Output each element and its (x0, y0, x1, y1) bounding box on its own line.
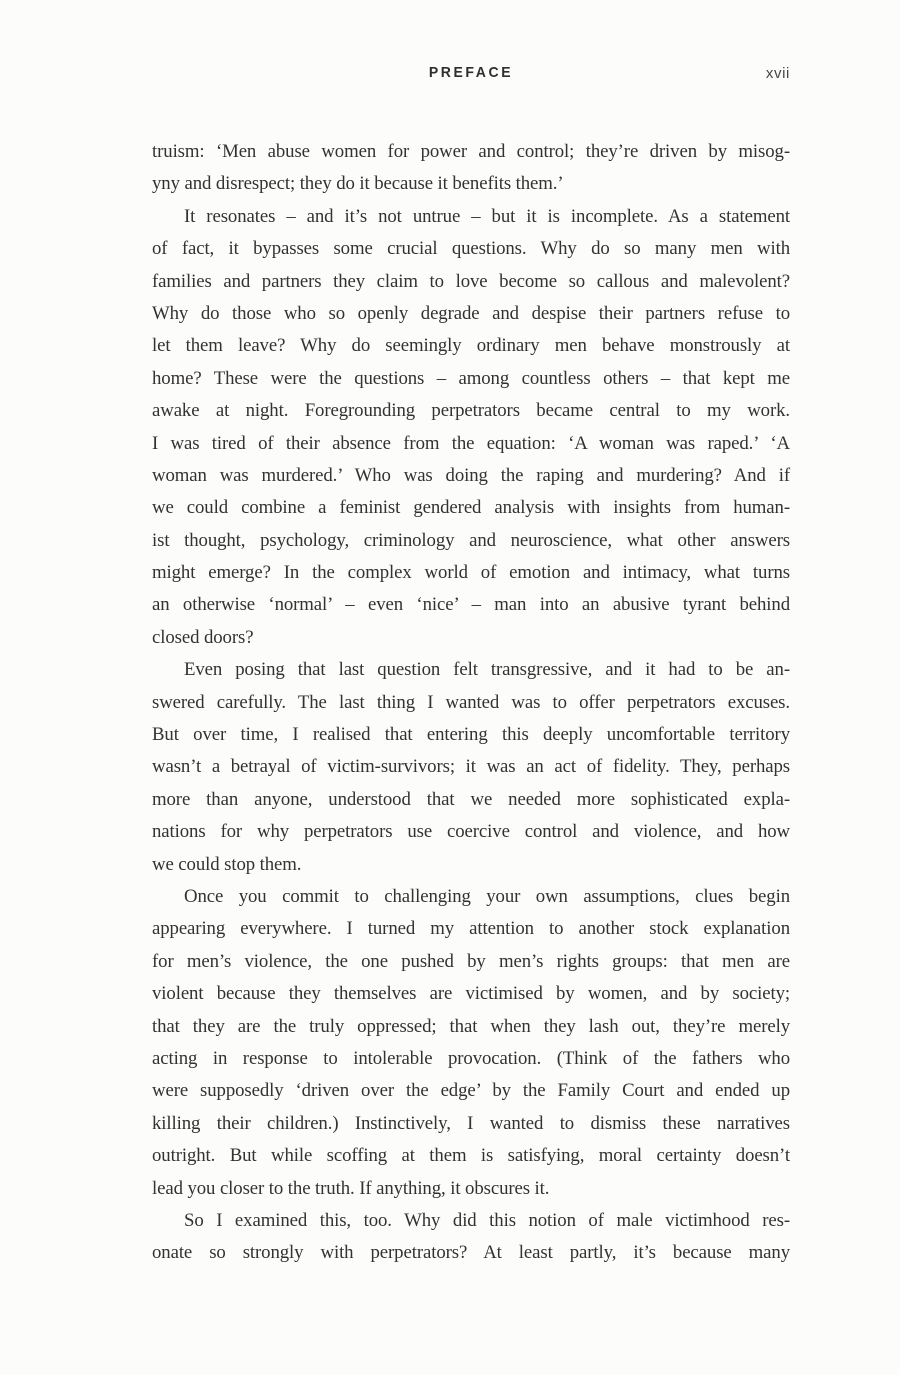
text-line: for men’s violence, the one pushed by men’s rights groups: that men are (152, 950, 790, 972)
text-line: wasn’t a betrayal of victim-survivors; it was an act of fidelity. They, perhaps (152, 756, 790, 778)
text-line: appearing everywhere. I turned my attention to another stock explanation (152, 918, 790, 940)
text-line: we could stop them. (152, 853, 302, 875)
text-line: I was tired of their absence from the equation: ‘A woman was raped.’ ‘A (152, 432, 790, 454)
text-line: woman was murdered.’ Who was doing the raping and murdering? And if (152, 464, 790, 486)
page-body (152, 136, 790, 1270)
text-line: we could combine a feminist gendered analysis with insights from human- (152, 497, 790, 519)
text-line: were supposedly ‘driven over the edge’ by the Family Court and ended up (152, 1080, 790, 1102)
text-line: Why do those who so openly degrade and despise their partners refuse to (152, 302, 790, 324)
page-number: xvii (765, 65, 790, 82)
text-line: But over time, I realised that entering this deeply uncomfortable territory (152, 724, 790, 746)
text-line: more than anyone, understood that we needed more sophisticated expla- (152, 788, 790, 810)
running-head (152, 64, 790, 84)
text-line: nations for why perpetrators use coercive control and violence, and how (152, 821, 790, 843)
text-line: So I examined this, too. Why did this notion of male victimhood res- (184, 1209, 790, 1231)
text-line: closed doors? (152, 626, 254, 648)
text-line: ist thought, psychology, criminology and neuroscience, what other answers (152, 529, 790, 551)
text-line: yny and disrespect; they do it because it benefits them.’ (152, 173, 564, 195)
text-line: lead you closer to the truth. If anything, it obscures it. (152, 1177, 550, 1199)
text-line: Once you commit to challenging your own assumptions, clues begin (184, 885, 790, 907)
text-line: outright. But while scoffing at them is satisfying, moral certainty doesn’t (152, 1145, 790, 1167)
text-line: of fact, it bypasses some crucial questions. Why do so many men with (152, 238, 790, 260)
text-line: Even posing that last question felt transgressive, and it had to be an- (184, 659, 790, 681)
text-line: let them leave? Why do seemingly ordinary men behave monstrously at (152, 335, 790, 357)
text-line: onate so strongly with perpetrators? At least partly, it’s because many (152, 1242, 790, 1264)
text-line: home? These were the questions – among countless others – that kept me (152, 367, 790, 389)
text-line: violent because they themselves are victimised by women, and by society; (152, 983, 790, 1005)
text-line: It resonates – and it’s not untrue – but it is incomplete. As a statement (184, 205, 790, 227)
text-line: an otherwise ‘normal’ – even ‘nice’ – man into an abusive tyrant behind (152, 594, 790, 616)
text-line: might emerge? In the complex world of emotion and intimacy, what turns (152, 562, 790, 584)
text-line: acting in response to intolerable provocation. (Think of the fathers who (152, 1047, 790, 1069)
text-line: swered carefully. The last thing I wanted was to offer perpetrators excuses. (152, 691, 790, 713)
page-title: PREFACE (428, 63, 514, 81)
text-line: families and partners they claim to love become so callous and malevolent? (152, 270, 790, 292)
text-line: truism: ‘Men abuse women for power and control; they’re driven by misog- (152, 141, 790, 162)
text-line: awake at night. Foregrounding perpetrators became central to my work. (152, 400, 790, 422)
text-line: killing their children.) Instinctively, I wanted to dismiss these narratives (152, 1112, 790, 1134)
text-line: that they are the truly oppressed; that when they lash out, they’re merely (152, 1015, 790, 1037)
